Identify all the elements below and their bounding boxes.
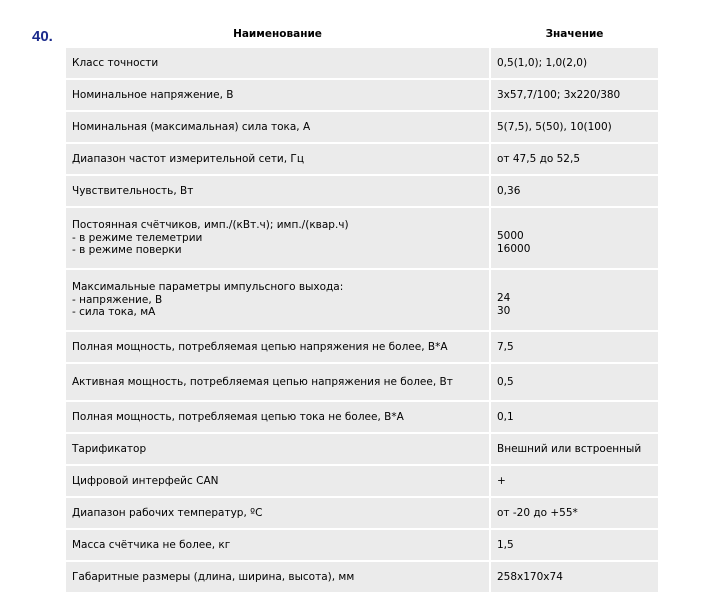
table-row: [66, 466, 658, 496]
table-row: [66, 434, 658, 464]
table-row: [66, 498, 658, 528]
row-name: Чувствительность, Вт: [66, 176, 489, 206]
row-value: от 47,5 до 52,5: [491, 144, 658, 174]
row-name: Масса счётчика не более, кг: [66, 530, 489, 560]
table-row: [66, 80, 658, 110]
row-name: Максимальные параметры импульсного выхода: - напряжение, В - сила тока, мА: [66, 270, 489, 330]
row-value: 0,1: [491, 402, 658, 432]
table-row: [66, 332, 658, 362]
row-name: Диапазон рабочих температур, ºС: [66, 498, 489, 528]
table-row: [66, 208, 658, 268]
table-row: [66, 402, 658, 432]
row-name: Номинальное напряжение, В: [66, 80, 489, 110]
table-row: [66, 562, 658, 592]
row-name: Габаритные размеры (длина, ширина, высота), мм: [66, 562, 489, 592]
row-value: 0,36: [491, 176, 658, 206]
table-row: [66, 48, 658, 78]
row-name: Активная мощность, потребляемая цепью напряжения не более, Вт: [66, 364, 489, 400]
row-value: +: [491, 466, 658, 496]
row-name: Тарификатор: [66, 434, 489, 464]
row-value: 1,5: [491, 530, 658, 560]
row-value: 3х57,7/100; 3х220/380: [491, 80, 658, 110]
row-value: 0,5(1,0); 1,0(2,0): [491, 48, 658, 78]
table-header-row: [66, 22, 658, 46]
row-value: 5000 16000: [491, 208, 658, 268]
table-row: [66, 176, 658, 206]
table-row: [66, 530, 658, 560]
row-value: 24 30: [491, 270, 658, 330]
row-name: Класс точности: [66, 48, 489, 78]
row-value: 0,5: [491, 364, 658, 400]
row-value: 5(7,5), 5(50), 10(100): [491, 112, 658, 142]
table-row: [66, 112, 658, 142]
header-name: Наименование: [66, 22, 489, 46]
row-name: Цифровой интерфейс CAN: [66, 466, 489, 496]
table-row: [66, 144, 658, 174]
header-value: Значение: [491, 22, 658, 46]
row-value: от -20 до +55*: [491, 498, 658, 528]
row-name: Полная мощность, потребляемая цепью тока не более, В*А: [66, 402, 489, 432]
table-row: [66, 270, 658, 330]
row-name: Полная мощность, потребляемая цепью напряжения не более, В*А: [66, 332, 489, 362]
row-value: 7,5: [491, 332, 658, 362]
row-value: Внешний или встроенный: [491, 434, 658, 464]
row-value: 258х170х74: [491, 562, 658, 592]
row-name: Номинальная (максимальная) сила тока, А: [66, 112, 489, 142]
row-name: Диапазон частот измерительной сети, Гц: [66, 144, 489, 174]
table-row: [66, 364, 658, 400]
spec-table: [64, 20, 660, 594]
row-name: Постоянная счётчиков, имп./(кВт.ч); имп./(квар.ч) - в режиме телеметрии - в режиме поверки: [66, 208, 489, 268]
slide-number: 40.: [32, 28, 53, 45]
